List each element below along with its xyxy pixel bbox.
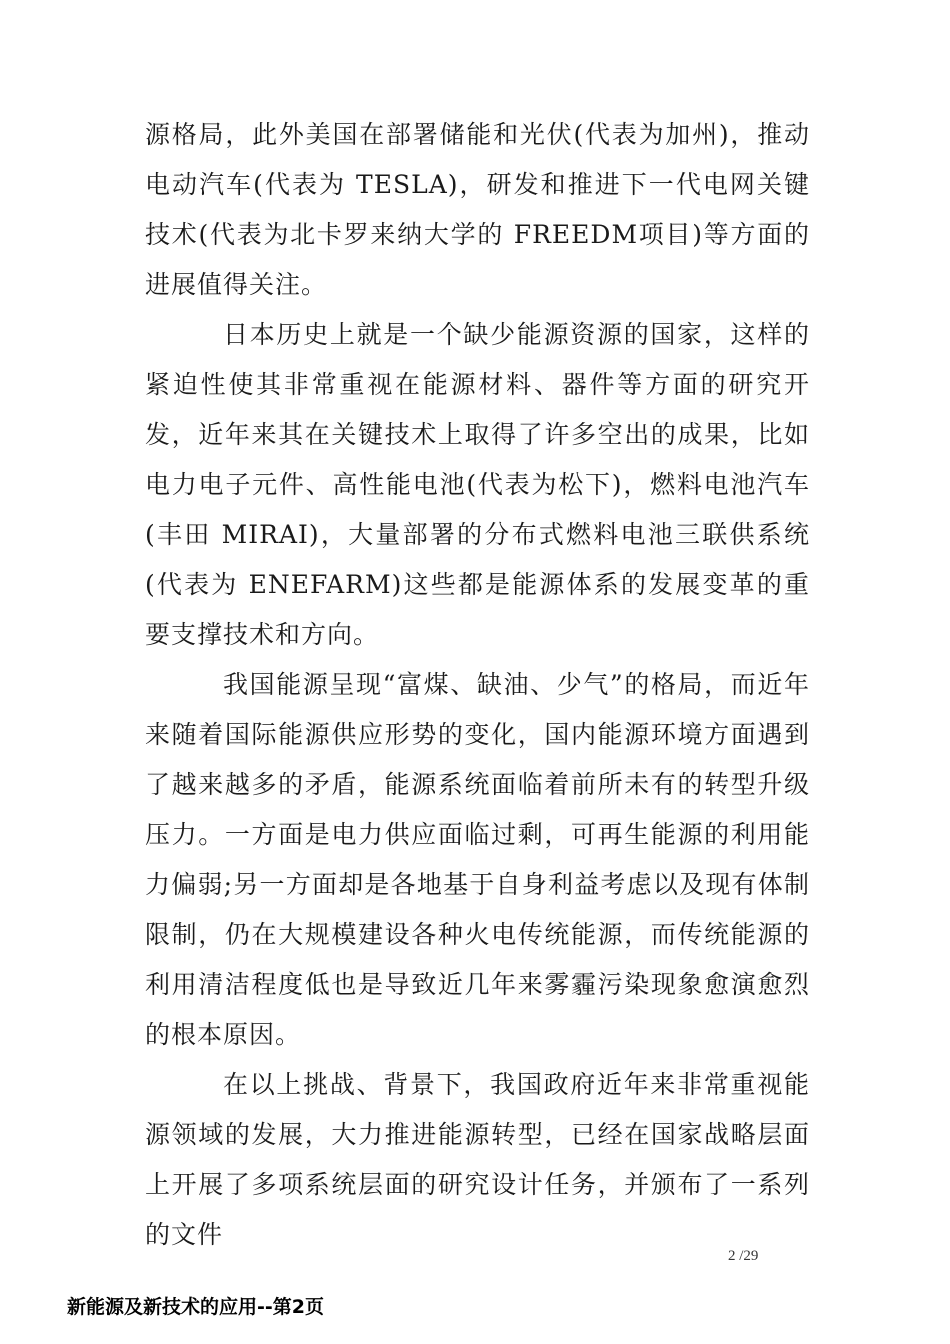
paragraph-3: 我国能源呈现“富煤、缺油、少气”的格局，而近年来随着国际能源供应形势的变化，国内能源环境方面遇到了越来越多的矛盾，能源系统面临着前所未有的转型升级压力。一方面是电力供应面临过剩，可再生能源的利用能力偏弱;另一方面却是各地基于自身利益考虑以及现有体制限制，仍在大规模建设各种火电传统能源，而传统能源的利用清洁程度低也是导致近几年来雾霾污染现象愈演愈烈的根本原因。 [145,670,810,1049]
document-body [145,110,810,1260]
paragraph-2: 日本历史上就是一个缺少能源资源的国家，这样的紧迫性使其非常重视在能源材料、器件等方面的研究开发，近年来其在关键技术上取得了许多空出的成果，比如电力电子元件、高性能电池(代表为松下)，燃料电池汽车(丰田 MIRAI)，大量部署的分布式燃料电池三联供系统(代表为 ENEFARM)这些都是能源体系的发展变革的重要支撑技术和方向。 [145,320,810,649]
footer-title: 新能源及新技术的应用--第2页 [67,1296,324,1318]
paragraph-4: 在以上挑战、背景下，我国政府近年来非常重视能源领域的发展，大力推进能源转型，已经在国家战略层面上开展了多项系统层面的研究设计任务，并颁布了一系列的文件 [145,1070,810,1249]
page-number: 2 /29 [728,1248,759,1264]
paragraph-1: 源格局，此外美国在部署储能和光伏(代表为加州)，推动电动汽车(代表为 TESLA)，研发和推进下一代电网关键技术(代表为北卡罗来纳大学的 FREEDM项目)等方面的进展值得关注。 [145,120,810,299]
